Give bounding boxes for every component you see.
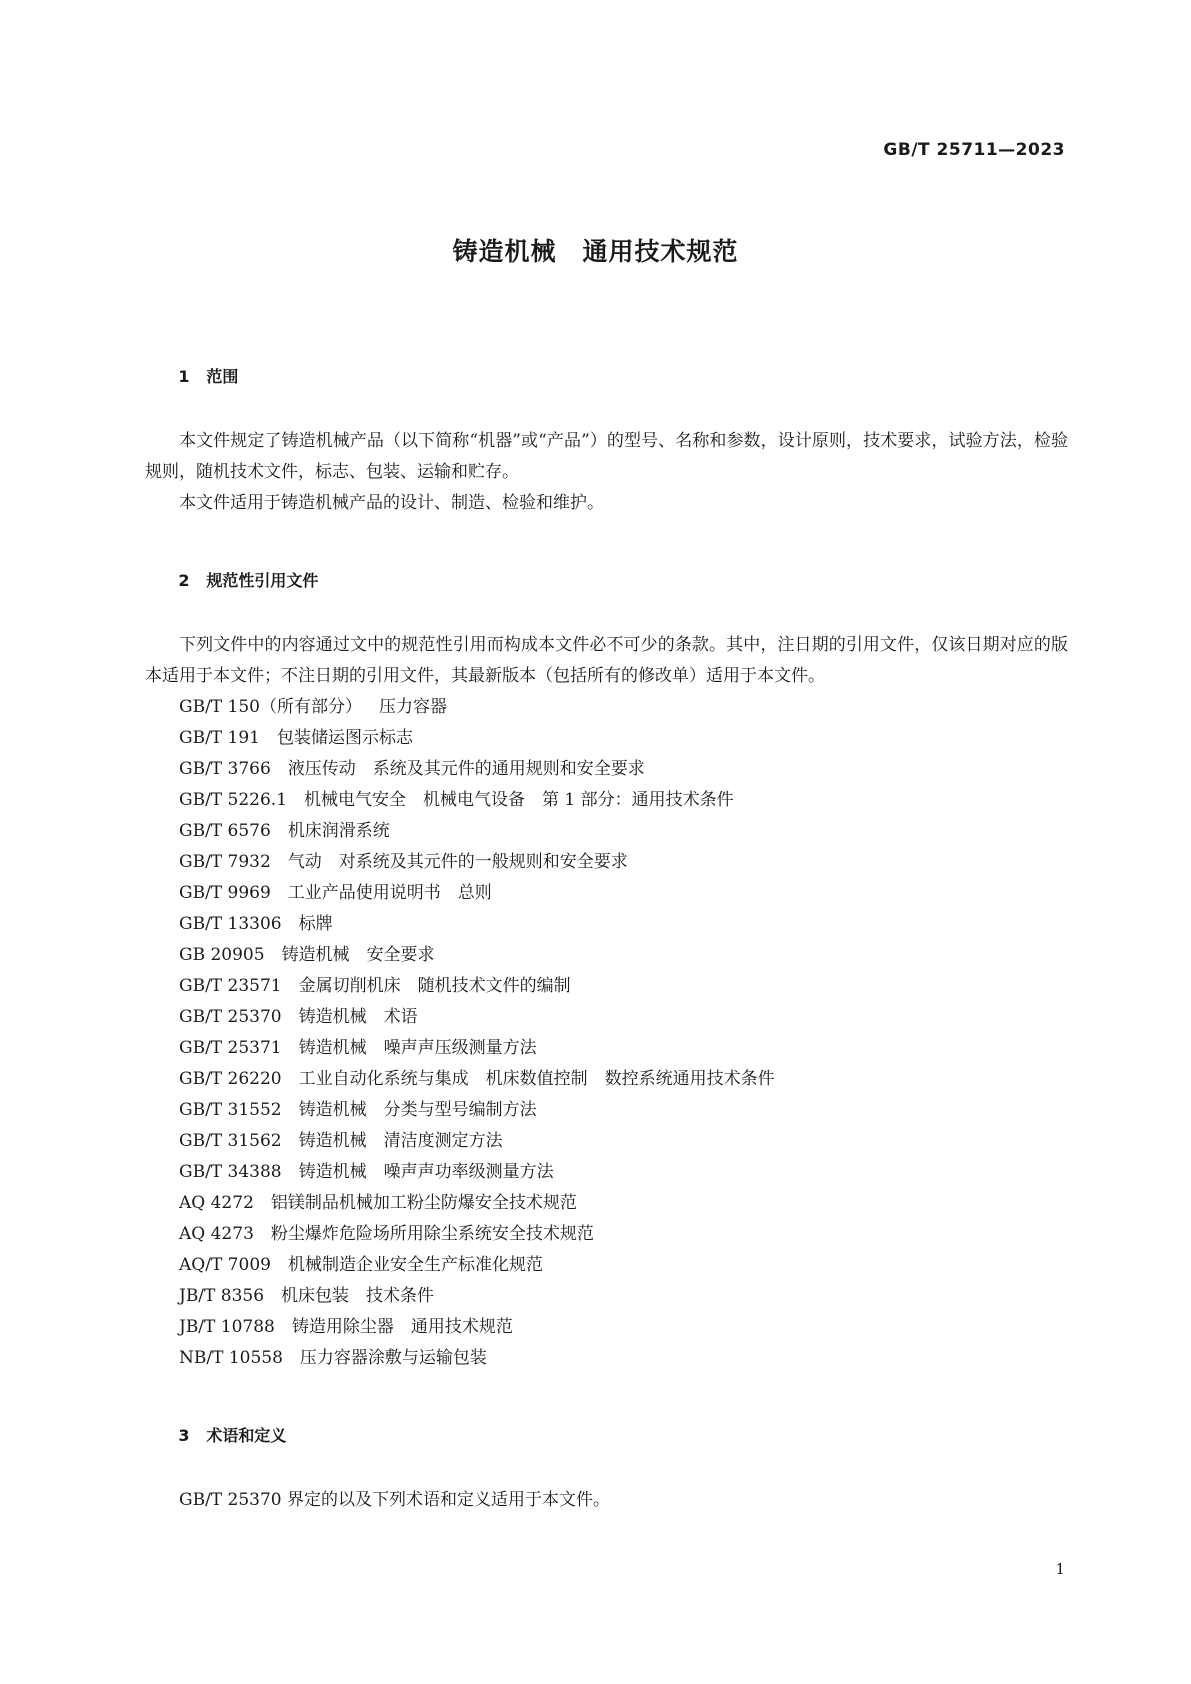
- reference-item: AQ/T 7009 机械制造企业安全生产标准化规范: [179, 1255, 543, 1275]
- scope-paragraph-1: 本文件规定了铸造机械产品（以下简称“机器”或“产品”）的型号、名称和参数，设计原则，技术要求，试验方法，检验规则，随机技术文件，标志、包装、运输和贮存。: [145, 431, 1068, 482]
- normative-intro: 下列文件中的内容通过文中的规范性引用而构成本文件必不可少的条款。其中，注日期的引用文件，仅该日期对应的版本适用于本文件；不注日期的引用文件，其最新版本（包括所有的修改单）适用于本文件。: [145, 635, 1068, 686]
- reference-item: AQ 4272 铝镁制品机械加工粉尘防爆安全技术规范: [179, 1193, 577, 1213]
- reference-item: GB/T 7932 气动 对系统及其元件的一般规则和安全要求: [179, 852, 628, 872]
- section-heading-terms: [145, 1404, 1068, 1465]
- reference-item: GB/T 13306 标牌: [179, 914, 333, 934]
- reference-item: GB/T 23571 金属切削机床 随机技术文件的编制: [179, 976, 571, 996]
- section-number: 1: [178, 367, 190, 386]
- reference-item: GB/T 26220 工业自动化系统与集成 机床数值控制 数控系统通用技术条件: [179, 1069, 775, 1089]
- reference-item: JB/T 8356 机床包装 技术条件: [179, 1286, 435, 1306]
- document-title: 铸造机械 通用技术规范: [452, 237, 739, 266]
- reference-item: AQ 4273 粉尘爆炸危险场所用除尘系统安全技术规范: [179, 1224, 594, 1244]
- reference-item: GB/T 25371 铸造机械 噪声声压级测量方法: [179, 1038, 537, 1058]
- scope-paragraph-2: 本文件适用于铸造机械产品的设计、制造、检验和维护。: [179, 493, 604, 513]
- reference-item: GB 20905 铸造机械 安全要求: [179, 945, 435, 965]
- reference-list: [179, 692, 1068, 1374]
- section-title: 规范性引用文件: [206, 571, 319, 590]
- reference-item: GB/T 31562 铸造机械 清洁度测定方法: [179, 1131, 503, 1151]
- reference-item: GB/T 31552 铸造机械 分类与型号编制方法: [179, 1100, 537, 1120]
- reference-item: GB/T 150（所有部分） 压力容器: [179, 697, 447, 717]
- reference-item: JB/T 10788 铸造用除尘器 通用技术规范: [179, 1317, 513, 1337]
- page-number: 1: [1055, 1560, 1065, 1578]
- section-title: 术语和定义: [206, 1426, 287, 1445]
- section-heading-normative: [145, 549, 1068, 610]
- reference-item: GB/T 6576 机床润滑系统: [179, 821, 390, 841]
- reference-item: GB/T 34388 铸造机械 噪声声功率级测量方法: [179, 1162, 554, 1182]
- reference-item: NB/T 10558 压力容器涂敷与运输包装: [179, 1348, 487, 1368]
- standard-number: GB/T 25711—2023: [883, 140, 1065, 160]
- reference-item: GB/T 191 包装储运图示标志: [179, 728, 413, 748]
- document-body: [145, 345, 1068, 1516]
- reference-item: GB/T 5226.1 机械电气安全 机械电气设备 第 1 部分：通用技术条件: [179, 790, 734, 810]
- reference-item: GB/T 9969 工业产品使用说明书 总则: [179, 883, 492, 903]
- reference-item: GB/T 3766 液压传动 系统及其元件的通用规则和安全要求: [179, 759, 645, 779]
- reference-item: GB/T 25370 铸造机械 术语: [179, 1007, 418, 1027]
- section-heading-scope: [145, 345, 1068, 406]
- section-title: 范围: [206, 367, 239, 386]
- section-number: 2: [178, 571, 190, 590]
- section-number: 3: [178, 1426, 190, 1445]
- terms-paragraph: GB/T 25370 界定的以及下列术语和定义适用于本文件。: [179, 1490, 611, 1510]
